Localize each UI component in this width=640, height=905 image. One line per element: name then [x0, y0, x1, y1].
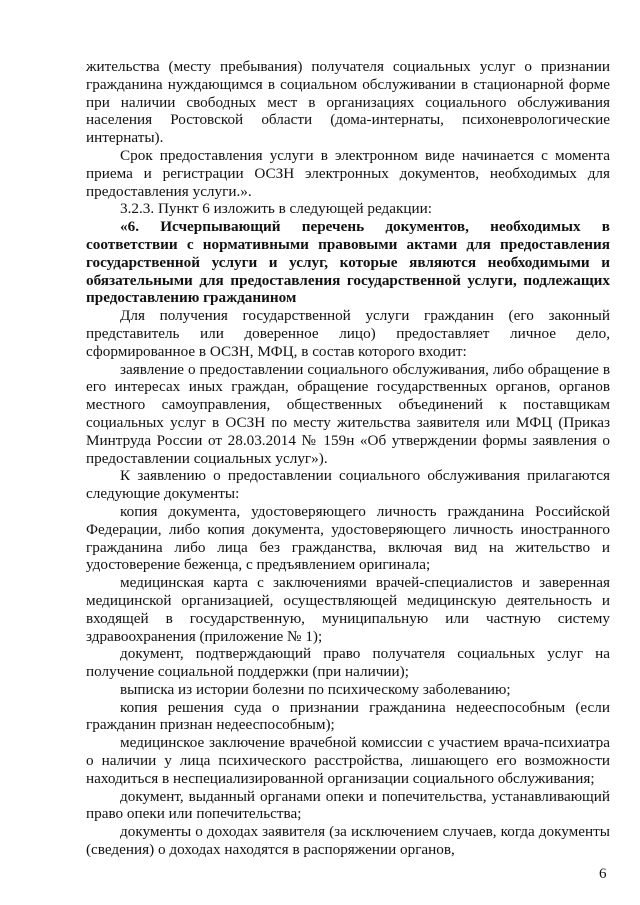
paragraph-continuation: жительства (месту пребывания) получателя социальных услуг о признании гражданина нуждающимся в социальном обслуживании в стационарной форме при наличии свободных мест в организациях социального обслуживания населения Ростовской области (дома-интернаты, психоневрологические интернаты).	[86, 58, 610, 147]
section-heading-6: «6. Исчерпывающий перечень документов, необходимых в соответствии с нормативными правовыми актами для предоставления государственной услуги и услуг, которые являются необходимыми и обязательными для предоставления государственной услуги, подлежащих предоставлению гражданином	[86, 218, 610, 307]
paragraph-attachments-intro: К заявлению о предоставлении социального обслуживания прилагаются следующие документы:	[86, 467, 610, 503]
paragraph-electronic-term: Срок предоставления услуги в электронном виде начинается с момента приема и регистрации ОСЗН электронных документов, необходимых для предоставления услуги.».	[86, 146, 610, 200]
list-item-guardianship-document: документ, выданный органами опеки и попечительства, устанавливающий право опеки или попечительства;	[86, 787, 610, 823]
paragraph-personal-file: Для получения государственной услуги гражданин (его законный представитель или доверенное лицо) предоставляет личное дело, сформированное в ОСЗН, МФЦ, в состав которого входит:	[86, 307, 610, 360]
paragraph-item-3-2-3: 3.2.3. Пункт 6 изложить в следующей редакции:	[120, 200, 433, 218]
list-item-medical-history-extract: выписка из истории болезни по психическому заболеванию;	[120, 680, 511, 698]
list-item-medical-card: медицинская карта с заключениями врачей-специалистов и заверенная медицинской организацией, осуществляющей медицинскую деятельность и входящей в государственную, муниципальную или частную систему здравоохранения (приложение № 1);	[86, 574, 610, 645]
paragraph-application: заявление о предоставлении социального обслуживания, либо обращение в его интересах иных граждан, обращение государственных органов, органов местного самоуправления, общественных объединений к поставщикам социальных услуг в ОСЗН по месту жительства заявителя или МФЦ (Приказ Минтруда России от 28.03.2014 № 159н «Об утверждении формы заявления о предоставлении социальных услуг»).	[86, 360, 610, 467]
page-number: 6	[599, 866, 607, 882]
list-item-court-decision: копия решения суда о признании гражданина недееспособным (если гражданин признан недееспособным);	[86, 698, 610, 734]
list-item-identity-document: копия документа, удостоверяющего личность гражданина Российской Федерации, либо копия документа, удостоверяющего личность иностранного гражданина либо лица без гражданства, включая вид на жительство и удостоверение беженца, с предъявлением оригинала;	[86, 502, 610, 574]
list-item-income-documents: документы о доходах заявителя (за исключением случаев, когда документы (сведения) о доходах находятся в распоряжении органов,	[86, 823, 610, 859]
list-item-social-support-right: документ, подтверждающий право получателя социальных услуг на получение социальной поддержки (при наличии);	[86, 645, 610, 681]
list-item-medical-commission: медицинское заключение врачебной комиссии с участием врача-психиатра о наличии у лица психического расстройства, лишающего его возможности находиться в неспециализированной организации социального обслуживания;	[86, 734, 610, 787]
document-page	[86, 58, 610, 859]
